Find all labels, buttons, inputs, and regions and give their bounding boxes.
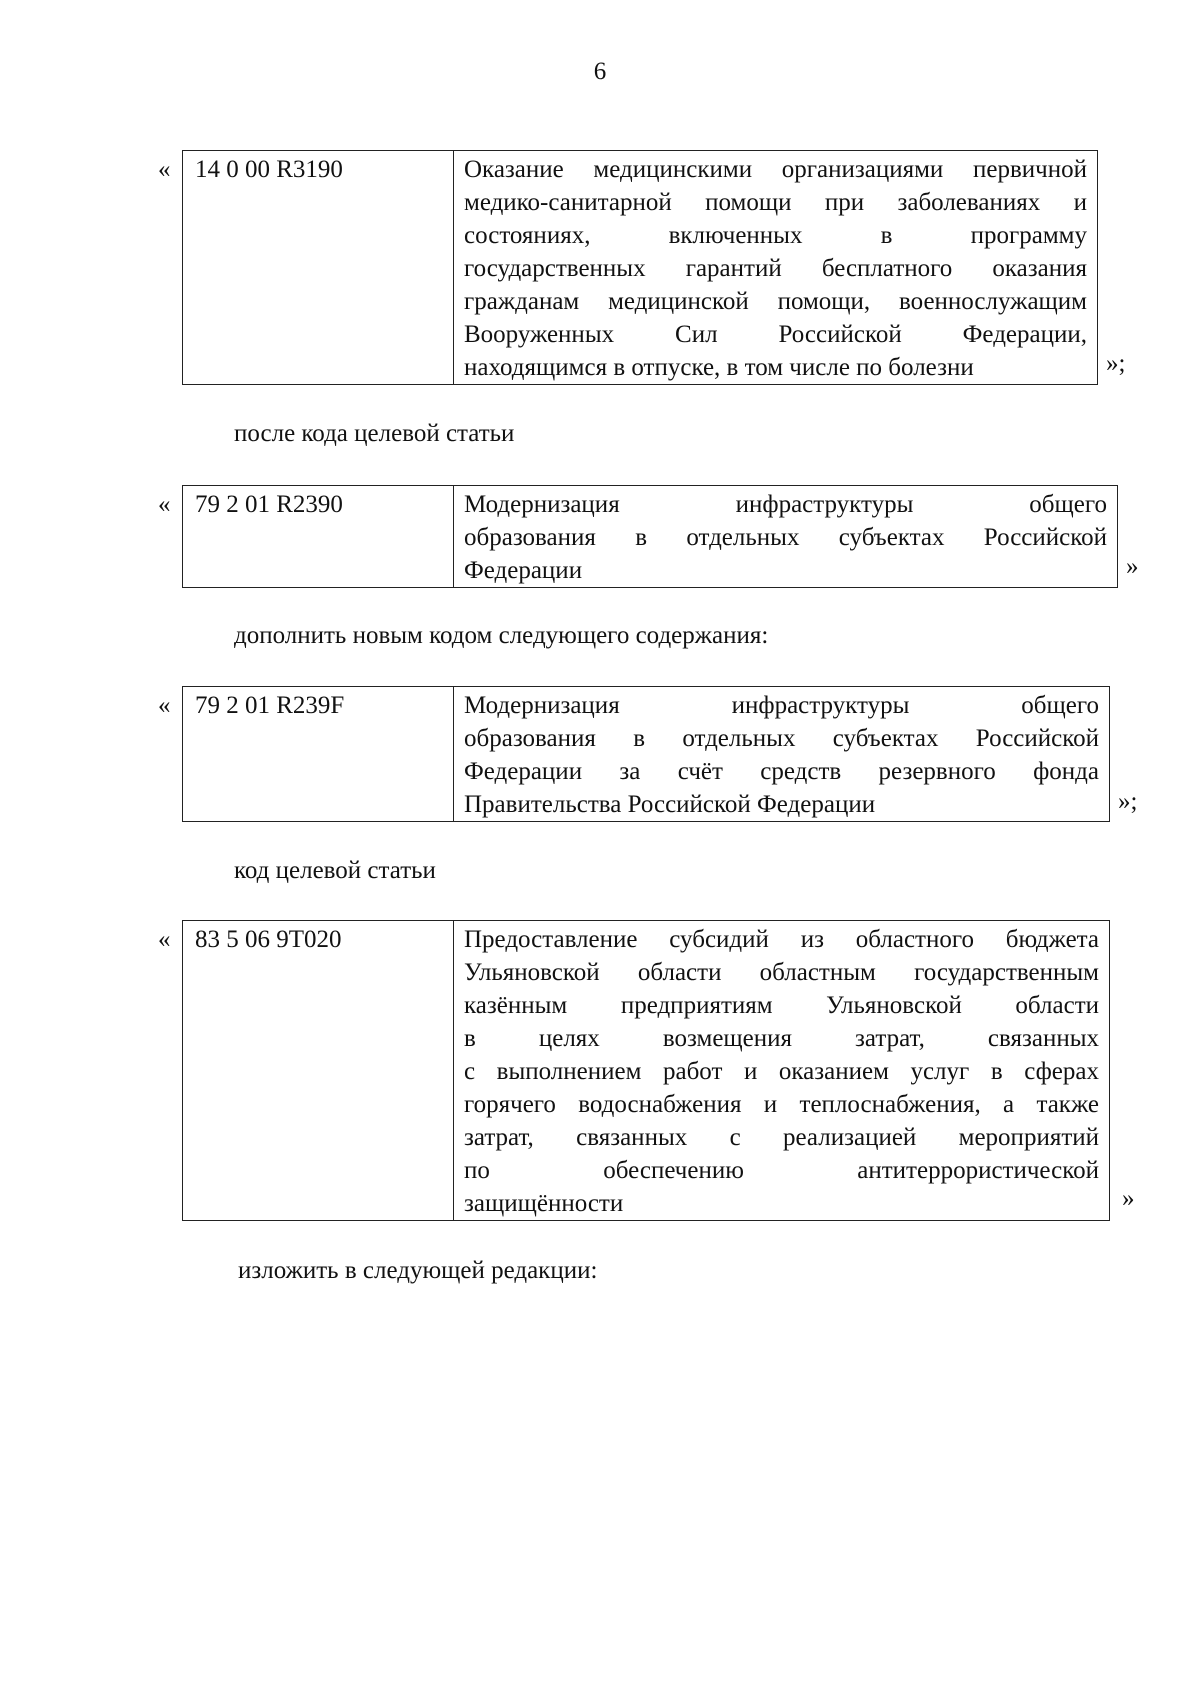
code-table bbox=[182, 920, 1110, 1221]
table-row bbox=[183, 486, 1118, 588]
description-line: защищённости bbox=[464, 1190, 624, 1217]
close-quote: » bbox=[1122, 1185, 1135, 1212]
description-line: находящимся в отпуске, в том числе по болезни bbox=[464, 354, 974, 381]
open-quote: « bbox=[158, 156, 171, 183]
open-quote: « bbox=[158, 692, 171, 719]
description-line: состояниях, включенных в программу bbox=[464, 222, 1087, 249]
instruction-paragraph: дополнить новым кодом следующего содержания: bbox=[234, 622, 769, 649]
instruction-paragraph: после кода целевой статьи bbox=[234, 420, 515, 447]
description-line: с выполнением работ и оказанием услуг в сферах bbox=[464, 1058, 1099, 1085]
description-line: в целях возмещения затрат, связанных bbox=[464, 1025, 1099, 1052]
description-line: медико-санитарной помощи при заболеваниях и bbox=[464, 189, 1087, 216]
description-line: Федерации bbox=[464, 557, 583, 584]
description-line: Предоставление субсидий из областного бюджета bbox=[464, 926, 1099, 953]
description-line: по обеспечению антитеррористической bbox=[464, 1157, 1099, 1184]
target-description bbox=[454, 687, 1110, 822]
target-description bbox=[454, 151, 1098, 385]
table-row bbox=[183, 921, 1110, 1221]
description-line: Оказание медицинскими организациями первичной bbox=[464, 156, 1087, 183]
code-table bbox=[182, 485, 1118, 588]
description-line: Модернизация инфраструктуры общего bbox=[464, 692, 1099, 719]
target-description bbox=[454, 486, 1118, 588]
close-quote: »; bbox=[1118, 788, 1138, 815]
target-code: 79 2 01 R239F bbox=[183, 687, 454, 822]
description-line: Федерации за счёт средств резервного фонда bbox=[464, 758, 1099, 785]
page-number: 6 bbox=[593, 58, 607, 85]
description-line: затрат, связанных с реализацией мероприятий bbox=[464, 1124, 1099, 1151]
description-line: Ульяновской области областным государственным bbox=[464, 959, 1099, 986]
description-line: Правительства Российской Федерации bbox=[464, 791, 876, 818]
target-code: 14 0 00 R3190 bbox=[183, 151, 454, 385]
description-line: Вооруженных Сил Российской Федерации, bbox=[464, 321, 1087, 348]
target-description bbox=[454, 921, 1110, 1221]
description-line: Модернизация инфраструктуры общего bbox=[464, 491, 1107, 518]
close-quote: » bbox=[1126, 553, 1139, 580]
description-line: казённым предприятиям Ульяновской области bbox=[464, 992, 1099, 1019]
code-table bbox=[182, 150, 1098, 385]
open-quote: « bbox=[158, 926, 171, 953]
target-code: 83 5 06 9Т020 bbox=[183, 921, 454, 1221]
description-line: горячего водоснабжения и теплоснабжения, а также bbox=[464, 1091, 1099, 1118]
code-table bbox=[182, 686, 1110, 822]
instruction-paragraph: код целевой статьи bbox=[234, 857, 436, 884]
close-quote: »; bbox=[1106, 350, 1126, 377]
table-row bbox=[183, 687, 1110, 822]
description-line: образования в отдельных субъектах Российской bbox=[464, 524, 1107, 551]
table-row bbox=[183, 151, 1098, 385]
description-line: образования в отдельных субъектах Российской bbox=[464, 725, 1099, 752]
open-quote: « bbox=[158, 491, 171, 518]
target-code: 79 2 01 R2390 bbox=[183, 486, 454, 588]
description-line: государственных гарантий бесплатного оказания bbox=[464, 255, 1087, 282]
instruction-paragraph: изложить в следующей редакции: bbox=[238, 1257, 598, 1284]
description-line: гражданам медицинской помощи, военнослужащим bbox=[464, 288, 1087, 315]
